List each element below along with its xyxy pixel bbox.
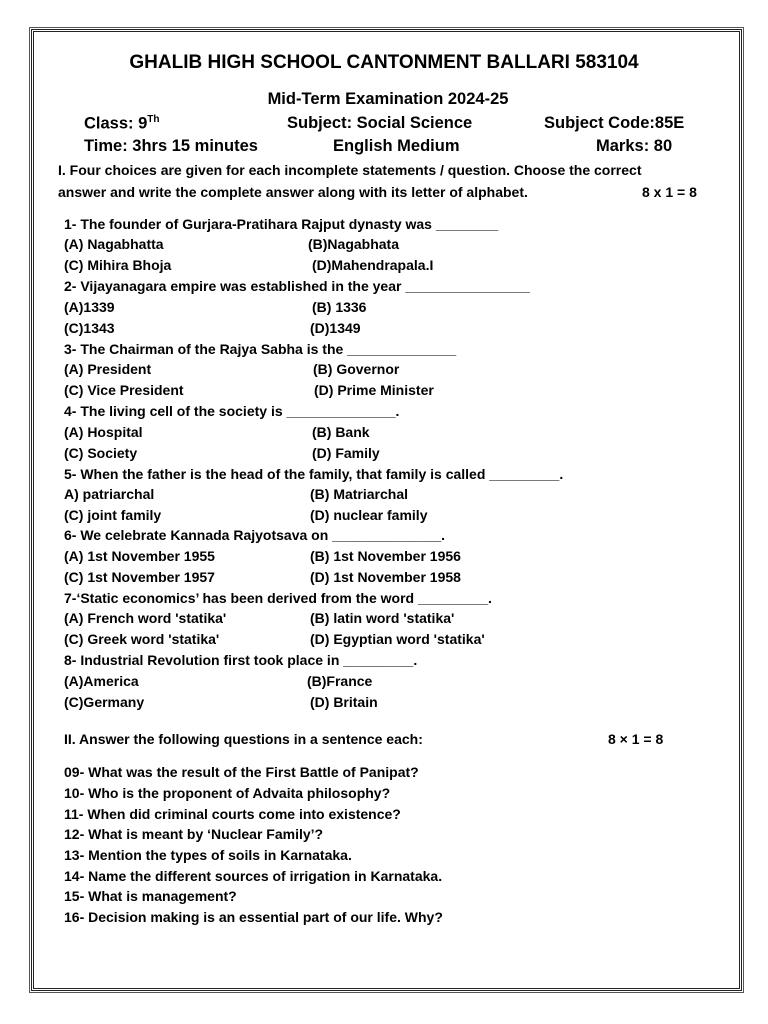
option-4b: (B) Bank	[312, 424, 370, 440]
question-14: 14- Name the different sources of irrigation in Karnataka.	[64, 868, 443, 884]
time-label: Time: 3hrs 15 minutes	[84, 137, 258, 155]
option-6c: (C) 1st November 1957	[64, 569, 215, 585]
option-3a: (A) President	[64, 361, 152, 377]
question-9: 09- What was the result of the First Battle of Panipat?	[64, 764, 419, 780]
section1-marks: 8 x 1 = 8	[642, 184, 697, 200]
class-label: Class: 9Th	[84, 114, 160, 133]
option-7a: (A) French word 'statika'	[64, 610, 227, 626]
option-6d: (D) 1st November 1958	[310, 569, 461, 585]
option-3b: (B) Governor	[313, 361, 400, 377]
question-11: 11- When did criminal courts come into existence?	[64, 806, 401, 822]
option-5c: (C) joint family	[64, 507, 162, 523]
question-7: 7-‘Static economics’ has been derived from the word _________.	[64, 590, 492, 606]
question-4: 4- The living cell of the society is ______________.	[64, 403, 400, 419]
section1-instruction-line1: I. Four choices are given for each incomplete statements / question. Choose the correct	[58, 162, 642, 178]
option-2a: (A)1339	[64, 299, 115, 315]
section1-instruction-line2: answer and write the complete answer along with its letter of alphabet.	[58, 184, 528, 200]
option-7d: (D) Egyptian word 'statika'	[310, 631, 485, 647]
option-3d: (D) Prime Minister	[314, 382, 434, 398]
option-8c: (C)Germany	[64, 694, 145, 710]
option-5d: (D) nuclear family	[310, 507, 428, 523]
medium-label: English Medium	[333, 137, 460, 155]
question-2: 2- Vijayanagara empire was established in the year ________________	[64, 278, 530, 294]
question-5: 5- When the father is the head of the family, that family is called _________.	[64, 466, 564, 482]
option-1b: (B)Nagabhata	[308, 236, 400, 252]
option-3c: (C) Vice President	[64, 382, 184, 398]
option-7c: (C) Greek word 'statika'	[64, 631, 220, 647]
option-4c: (C) Society	[64, 445, 138, 461]
question-6: 6- We celebrate Kannada Rajyotsava on ______________.	[64, 527, 446, 543]
option-2d: (D)1349	[310, 320, 361, 336]
option-2b: (B) 1336	[312, 299, 367, 315]
option-4d: (D) Family	[312, 445, 380, 461]
option-8b: (B)France	[307, 673, 373, 689]
question-16: 16- Decision making is an essential part of our life. Why?	[64, 909, 443, 925]
question-15: 15- What is management?	[64, 888, 237, 904]
section2-marks: 8 × 1 = 8	[608, 731, 664, 747]
option-2c: (C)1343	[64, 320, 115, 336]
question-3: 3- The Chairman of the Rajya Sabha is the ______________	[64, 341, 457, 357]
option-8a: (A)America	[64, 673, 139, 689]
option-6b: (B) 1st November 1956	[310, 548, 461, 564]
option-8d: (D) Britain	[310, 694, 378, 710]
option-7b: (B) latin word 'statika'	[310, 610, 455, 626]
question-12: 12- What is meant by ‘Nuclear Family’?	[64, 826, 324, 842]
marks-label: Marks: 80	[596, 137, 673, 155]
exam-title: Mid-Term Examination 2024-25	[267, 90, 509, 108]
question-8: 8- Industrial Revolution first took place in _________.	[64, 652, 418, 668]
question-13: 13- Mention the types of soils in Karnataka.	[64, 847, 352, 863]
school-name: GHALIB HIGH SCHOOL CANTONMENT BALLARI 583104	[129, 52, 639, 73]
subject-label: Subject: Social Science	[287, 114, 473, 132]
option-5b: (B) Matriarchal	[310, 486, 409, 502]
option-4a: (A) Hospital	[64, 424, 143, 440]
question-10: 10- Who is the proponent of Advaita philosophy?	[64, 785, 391, 801]
option-1a: (A) Nagabhatta	[64, 236, 164, 252]
section2-instruction: II. Answer the following questions in a sentence each:	[64, 731, 423, 747]
subject-code: Subject Code:85E	[544, 114, 685, 132]
option-5a: A) patriarchal	[64, 486, 155, 502]
option-1c: (C) Mihira Bhoja	[64, 257, 172, 273]
question-1: 1- The founder of Gurjara-Pratihara Rajput dynasty was ________	[64, 216, 499, 232]
option-6a: (A) 1st November 1955	[64, 548, 215, 564]
option-1d: (D)Mahendrapala.I	[312, 257, 434, 273]
